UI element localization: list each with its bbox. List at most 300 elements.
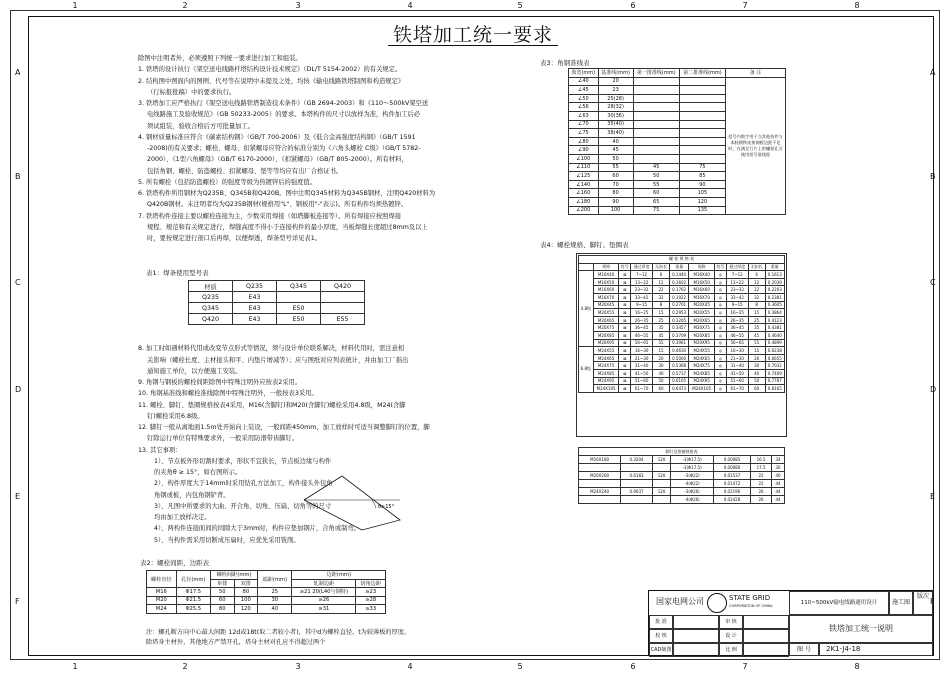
role-value <box>673 643 719 657</box>
table-cell: Φ21.5 <box>176 596 210 605</box>
table-cell: M16X70 <box>689 293 715 301</box>
table-cell: 0.1922 <box>669 293 688 301</box>
table-cell: 0.6238 <box>765 347 784 355</box>
table-cell: 36~45 <box>726 324 748 332</box>
table-cell: 17.5 <box>751 464 772 472</box>
table4-caption: 表4：螺栓规格、脚钉、垫圈表 <box>540 241 629 249</box>
table-cell: 80 <box>210 605 234 614</box>
table-cell: M16X40 <box>689 271 715 279</box>
table-cell: M20X45 <box>689 301 715 309</box>
bolt-symbol-icon: ⊠ <box>619 309 631 317</box>
table-header-cell: 符号 <box>620 263 629 269</box>
table-cell <box>579 464 621 472</box>
note-line: 3）、凡图中所要求的大曲、开合角、切角、压扁、切角等的尺寸 <box>154 502 332 510</box>
bolt-symbol-icon: ◎ <box>715 316 727 324</box>
table-row <box>147 605 386 614</box>
table-cell: 45 <box>653 331 670 339</box>
table-cell: ∠63 <box>569 111 599 120</box>
title-block <box>648 590 934 656</box>
table-cell: 7~12 <box>726 271 748 279</box>
bolt-symbol-icon: ⊠ <box>619 354 631 362</box>
table-header-cell: 第二排准线(mm) <box>679 69 725 78</box>
table-row <box>579 301 785 309</box>
table-cell: 16.5 <box>751 456 772 464</box>
note-line: 电线路施工及验收规范》（GB 50233-2005）的要求。本塔构件的尺寸以放样为准，构件加工后必 <box>147 111 421 119</box>
grid-column-marker: 6 <box>630 662 636 671</box>
grid-column-marker: 6 <box>630 1 636 10</box>
note-line: -2008)的有关要求；螺栓、螺母、扣紧螺母应符合的标准分别为《六角头螺栓 C级》（GB/T 5782- <box>147 145 421 152</box>
grid-row-marker: F <box>15 597 20 606</box>
table-cell: M20X55 <box>593 309 619 317</box>
table-cell: 0.3457 <box>669 324 688 332</box>
table-cell: 40 <box>653 369 670 377</box>
table-row <box>579 347 785 355</box>
table-cell: 23~32 <box>631 286 653 294</box>
table-row <box>579 480 785 488</box>
grid-row-marker: B <box>15 172 21 181</box>
table-cell: 51~60 <box>631 377 653 385</box>
table2-caption: 表2：螺栓间距、边距表 <box>140 559 210 567</box>
grid-row-marker: A <box>930 68 936 77</box>
table-cell: 0.2953 <box>669 309 688 317</box>
table-cell: -3(Φ17.5) <box>671 456 714 464</box>
angle-gauge-table <box>568 68 786 215</box>
table-cell: ∠140 <box>569 180 599 189</box>
bolt-symbol-icon: ⊠ <box>619 362 631 370</box>
table-cell: 55 <box>748 339 765 347</box>
table-cell: 30(36) <box>598 111 633 120</box>
table-header-cell: 材质 <box>189 281 233 292</box>
table-cell: M16X180 <box>579 456 621 464</box>
note-line: 1）、节点板外形切割时要求，形状不宜狭长，节点板边缘与构件 <box>154 457 332 465</box>
table-cell <box>679 77 725 86</box>
table-cell: ∠80 <box>569 137 599 146</box>
note-line: 4）、两构件连接面间的间隙大于3mm时，构件应垫加钢片，合角或制弯。 <box>154 525 361 533</box>
table-header-row <box>189 281 365 292</box>
grid-row-marker: C <box>930 278 936 287</box>
table-cell: 55 <box>653 339 670 347</box>
note-line: 6. 铁塔构件所用钢材为Q235B、Q345B和Q420B。图中注明Q345材料为Q345B钢材，注明Q420材料为 <box>138 190 436 197</box>
table-cell: M16X40 <box>593 271 619 279</box>
table-cell: 35 <box>748 324 765 332</box>
logo-text: STATE GRID <box>729 594 771 602</box>
grid-column-marker: 5 <box>517 1 523 10</box>
drawing-title: 铁塔加工统一说明 <box>789 615 933 643</box>
table-cell: 0.2381 <box>765 293 784 301</box>
table-cell: 135 <box>679 206 725 215</box>
table-cell: ∠40 <box>569 77 599 86</box>
grid-row-marker: D <box>15 385 22 394</box>
table-title-row <box>579 256 785 264</box>
table-cell: 0.6655 <box>765 354 784 362</box>
table-cell: 50 <box>748 377 765 385</box>
bolt-symbol-icon: ◎ <box>715 362 727 370</box>
table-header-cell: Q345 <box>277 281 321 292</box>
table-header-cell: 螺栓间距(mm) <box>210 571 257 580</box>
role-label: 比 例 <box>719 643 743 657</box>
note-line: 包括角钢、螺栓、防盗螺栓、扣紧螺母、垫等等均应有出厂合格证书。 <box>147 167 343 175</box>
table-cell: 60 <box>633 189 679 198</box>
drawing-number: 2K1-J4-18 <box>819 643 933 656</box>
table-cell: 8 <box>653 301 670 309</box>
table-header-cell: 基准线(mm) <box>598 69 633 78</box>
table-row <box>579 385 785 393</box>
table-cell: 0.1613 <box>765 271 784 279</box>
table-cell: ∠200 <box>569 206 599 215</box>
role-value <box>743 615 789 629</box>
table-row <box>579 316 785 324</box>
table-cell: ∠50 <box>569 94 599 103</box>
table-cell: 44 <box>772 488 785 496</box>
grid-column-marker: 3 <box>295 1 301 10</box>
grid-column-marker: 8 <box>854 662 860 671</box>
table-cell <box>679 120 725 129</box>
table-cell: 0.5737 <box>669 369 688 377</box>
table-cell: ∠45 <box>569 86 599 95</box>
table-cell <box>579 480 621 488</box>
note-line: 的夹角θ ≥ 15°，如右图所示。 <box>154 469 242 476</box>
table-cell: ∠56 <box>569 103 599 112</box>
table-cell: 9~15 <box>631 301 653 309</box>
table-cell: M24X55 <box>689 347 715 355</box>
table-cell: 20 <box>748 354 765 362</box>
table-cell: E43 <box>233 314 277 325</box>
note-line: 时，要按规定进行剖口后再焊，以便焊透，焊条型号详见表1。 <box>147 235 322 242</box>
table-cell: 26 <box>751 488 772 496</box>
table-cell: 0.6105 <box>669 377 688 385</box>
footnote-line: 除塔身主材外，其他地方严禁开孔，塔身主材对孔应不得超过两个 <box>146 639 326 646</box>
bolt-symbol-icon: ◎ <box>715 339 727 347</box>
table-cell: -4(Φ26) <box>671 496 714 504</box>
table-cell: 21~30 <box>631 354 653 362</box>
table-header-cell: 备 注 <box>726 69 786 78</box>
table-cell: -3(Φ22) <box>671 472 714 480</box>
table-cell: 61~70 <box>726 385 748 393</box>
table-cell: 22 <box>653 286 670 294</box>
bolt-symbol-icon: ⊠ <box>619 316 631 324</box>
table-cell: M24X65 <box>689 354 715 362</box>
table-row <box>579 464 785 472</box>
note-line: 9. 角钢与钢板的螺栓间距除图中特殊注明外应按表2采用。 <box>138 379 302 386</box>
role-value <box>673 629 719 643</box>
table-cell: 80 <box>234 588 258 597</box>
table-cell: 70 <box>598 180 633 189</box>
table-cell <box>633 129 679 138</box>
table-cell <box>652 496 670 504</box>
table-row <box>579 271 785 279</box>
bolt-symbol-icon: ⊠ <box>619 385 631 393</box>
table-cell: 0.9037 <box>621 488 653 496</box>
table-cell: 9~15 <box>726 301 748 309</box>
table-cell: 25(28) <box>598 94 633 103</box>
note-line: 3. 铁塔加工应严格执行《架空送电线路铁塔制造技术条件》（GB 2694-2003）和《110～500kV架空送 <box>138 100 429 107</box>
table-cell: 30 <box>748 362 765 370</box>
grid-column-marker: 2 <box>182 1 188 10</box>
note-line: 2000）、《1型六角螺母》（GB/T 6170-2000）、《扣紧螺母》（GB/T 805-2000）。所有材料， <box>147 156 408 164</box>
table-cell: M20X200 <box>579 472 621 480</box>
table-cell: 21~30 <box>726 354 748 362</box>
table-cell: 65 <box>633 197 679 206</box>
bolt-symbol-icon: ◎ <box>715 309 727 317</box>
table-cell: 40 <box>748 369 765 377</box>
table-cell: 60 <box>653 385 670 393</box>
bolt-symbol-icon: ◎ <box>715 369 727 377</box>
table-cell: 30 <box>258 596 292 605</box>
table-cell: E43 <box>233 292 277 303</box>
table-cell: 56~65 <box>631 339 653 347</box>
table-cell: 0.00085 <box>713 456 750 464</box>
table-cell: 100 <box>234 596 258 605</box>
table-cell: M24X85 <box>689 369 715 377</box>
table-cell: 80 <box>598 189 633 198</box>
table-row <box>579 309 785 317</box>
table-cell: 0.4640 <box>765 331 784 339</box>
table-cell: M24X95 <box>593 377 619 385</box>
table-cell <box>679 86 725 95</box>
table-cell: Q420 <box>189 314 233 325</box>
table-cell: 0.01537 <box>713 472 750 480</box>
table-cell: M16X70 <box>593 293 619 301</box>
grid-column-marker: 1 <box>72 1 78 10</box>
table-header-cell: Q420 <box>321 281 365 292</box>
table-cell: 0.1762 <box>669 286 688 294</box>
bolt-symbol-icon: ◎ <box>715 278 727 286</box>
table-cell: 8 <box>748 301 765 309</box>
table-cell: 60 <box>598 172 633 181</box>
table-row <box>579 331 785 339</box>
table-cell: M24X105 <box>689 385 715 393</box>
bolt-symbol-icon: ⊠ <box>619 324 631 332</box>
table-cell: 50 <box>210 588 234 597</box>
table-row <box>579 488 785 496</box>
table-cell: 40 <box>258 605 292 614</box>
table-cell: 90 <box>679 180 725 189</box>
table-cell: 25 <box>258 588 292 597</box>
table-cell: 26~35 <box>631 316 653 324</box>
table-row <box>579 456 785 464</box>
table-cell: 7~12 <box>631 271 653 279</box>
note-line: 角钢或板，内包角钢铲背。 <box>154 491 230 499</box>
table-cell <box>679 137 725 146</box>
bolt-symbol-icon: ⊠ <box>619 369 631 377</box>
project-name: 110~500kV输电线路通用设计 <box>789 591 889 615</box>
table-title-row <box>579 448 785 456</box>
table-row <box>579 377 785 385</box>
table-header-row <box>569 69 786 78</box>
table-cell: M24X55 <box>593 347 619 355</box>
table-cell: 0.00080 <box>713 464 750 472</box>
note-line: 均由加工放样决定。 <box>154 514 211 521</box>
table-cell: M20X75 <box>593 324 619 332</box>
table-cell: 75 <box>679 163 725 172</box>
table-cell: ≥33 <box>356 605 386 614</box>
table-cell: 31~40 <box>631 362 653 370</box>
table-cell <box>633 137 679 146</box>
table-cell: 0.6473 <box>669 385 688 393</box>
table-cell: 35(40) <box>598 120 633 129</box>
table-cell: M24X65 <box>593 354 619 362</box>
table-cell: 0.4630 <box>669 347 688 355</box>
grid-row-marker: A <box>15 68 21 77</box>
table-cell <box>621 464 653 472</box>
table-cell <box>652 464 670 472</box>
table-cell: 33~42 <box>726 293 748 301</box>
table-cell: 31~40 <box>726 362 748 370</box>
table-cell: 120 <box>234 605 258 614</box>
table-cell: 32 <box>748 293 765 301</box>
gusset-plate-sketch <box>302 472 402 532</box>
table-cell: ≥21 20(L40与钢特) <box>292 588 356 597</box>
grid-column-marker: 4 <box>407 662 413 671</box>
table-cell: 26 <box>751 496 772 504</box>
table-cell: 45 <box>633 163 679 172</box>
grid-row-marker: E <box>930 492 936 501</box>
table-cell: 40 <box>772 472 785 480</box>
table-header-cell: 通过厚度 <box>726 263 748 271</box>
table-cell: E50 <box>277 303 321 314</box>
table-cell: 20 <box>598 77 633 86</box>
table-row <box>579 362 785 370</box>
table-header-cell: 螺栓直径 <box>147 571 177 588</box>
table-row <box>579 369 785 377</box>
bolt-symbol-icon: ⊠ <box>619 339 631 347</box>
table-cell: 46~55 <box>726 331 748 339</box>
table-row <box>579 324 785 332</box>
table-cell: 0.3961 <box>669 339 688 347</box>
table-cell: 45 <box>598 146 633 155</box>
table-cell: 0.5368 <box>669 362 688 370</box>
table-cell: 75 <box>633 206 679 215</box>
note-line: 1. 铁塔的设计执行《架空送电线路杆塔结构设计技术规定》（DL/T 5154-2002）的有关规定。 <box>138 66 402 74</box>
table-cell: 16~30 <box>726 347 748 355</box>
table-cell: ∠125 <box>569 172 599 181</box>
table-cell: 105 <box>679 189 725 198</box>
table-cell: E50 <box>277 314 321 325</box>
table-cell: 0.7032 <box>765 362 784 370</box>
grid-row-marker: D <box>930 385 937 394</box>
grid-column-marker: 4 <box>407 1 413 10</box>
role-label: 审 核 <box>719 615 743 629</box>
table-cell: M20X85 <box>689 331 715 339</box>
note-line: 钉除运行单位有特殊要求外，一般采用防滑带齿脚钉。 <box>147 435 299 443</box>
table-header-cell: 通过厚度 <box>631 263 653 271</box>
bolt-symbol-icon: ⊠ <box>619 271 631 279</box>
table-cell: 25 <box>653 316 670 324</box>
note-line: 钉)螺栓采用6.8级。 <box>147 412 204 420</box>
table-cell: 50 <box>653 377 670 385</box>
table-cell: ∠180 <box>569 197 599 206</box>
table-cell: 33~42 <box>631 293 653 301</box>
table-cell: M16X60 <box>593 286 619 294</box>
note-line: Q420B钢材。未注明者均为Q235B钢材(规格用"L"、钢板用"-"表示)。所有构件均须热镀锌。 <box>147 201 408 209</box>
table-cell: 25 <box>748 316 765 324</box>
table-cell: M20X45 <box>593 301 619 309</box>
table-cell <box>633 146 679 155</box>
table-header-cell: 孔径(mm) <box>176 571 210 588</box>
table-header-cell: 符号 <box>716 263 725 269</box>
table-row <box>579 286 785 294</box>
table-cell: M20X75 <box>689 324 715 332</box>
note-line: 关影响（螺栓长度、主材接头和平、内垫片增减等）；应与图纸对应列表统计，并由加工厂指出 <box>147 356 409 364</box>
note-line: 11. 螺栓、脚钉、垫圈规格按表4采用，M16(含脚钉)和M20(含脚钉)螺栓采用4.8级，M24(含脚 <box>138 401 406 409</box>
table-cell: 16~25 <box>726 309 748 317</box>
table-cell: M24X105 <box>593 385 619 393</box>
table-cell: 0.5000 <box>669 354 688 362</box>
table-cell: 0.02196 <box>713 488 750 496</box>
table-cell: 23~32 <box>726 286 748 294</box>
table-header-cell: 无扣长 <box>653 263 670 271</box>
role-label: 校 核 <box>649 629 673 643</box>
table-cell <box>633 120 679 129</box>
table-cell: ∠110 <box>569 163 599 172</box>
table-cell: 15 <box>653 347 670 355</box>
table-cell: 0.02428 <box>713 496 750 504</box>
table-cell: M24X240 <box>579 488 621 496</box>
table-cell <box>652 480 670 488</box>
grid-column-marker: 8 <box>854 1 860 10</box>
note-line: 13. 其它事项： <box>138 446 182 454</box>
note-line: 须试组装，验收合格后方可批量加工。 <box>147 122 255 130</box>
table-cell: M16 <box>147 588 177 597</box>
table-cell: 36~45 <box>631 324 653 332</box>
table-cell: -4(Φ22) <box>671 480 714 488</box>
table-cell: 0.4123 <box>765 316 784 324</box>
grid-column-marker: 1 <box>72 662 78 671</box>
note-line: 4. 钢材质量标准应符合《碳素结构钢》（GB/T 700-2006）及《低合金高强度结构钢》（GB/T 1591 <box>138 133 416 141</box>
table-cell: 38(40) <box>598 129 633 138</box>
table-cell: M20X95 <box>593 339 619 347</box>
bolt-symbol-icon: ⊠ <box>619 377 631 385</box>
grid-column-marker: 7 <box>742 1 748 10</box>
bolt-symbol-icon: ◎ <box>715 271 727 279</box>
table-cell: ≥23 <box>356 588 386 597</box>
table-cell: ≥31 <box>292 605 356 614</box>
table-cell: 26~35 <box>726 316 748 324</box>
table-cell <box>679 146 725 155</box>
table-header-cell: 切角边距 <box>356 579 386 588</box>
table-cell: ≥28 <box>356 596 386 605</box>
role-label: 批 准 <box>649 615 673 629</box>
table-row <box>189 303 365 314</box>
table-cell: 22 <box>748 286 765 294</box>
grid-column-marker: 7 <box>742 662 748 671</box>
table-cell: 120 <box>652 456 670 464</box>
table-cell: Φ25.5 <box>176 605 210 614</box>
table-row <box>189 292 365 303</box>
role-value <box>743 643 789 657</box>
table-header-cell <box>579 263 594 271</box>
bolt-symbol-icon: ◎ <box>715 331 727 339</box>
table-cell: 120 <box>652 488 670 496</box>
bolt-symbol-icon: ⊠ <box>619 293 631 301</box>
grid-row-marker: E <box>15 492 21 501</box>
table-header-row <box>147 571 386 580</box>
table-row <box>579 293 785 301</box>
stage: 施工图 <box>889 591 913 615</box>
note-line: 8. 加工时如遇材料代用或改变节点形式等情况，须与设计单位联系解决，材料代用时，需注意相 <box>138 345 405 353</box>
table-cell <box>633 154 679 163</box>
logo-subtext: CORPORATION OF CHINA <box>729 604 773 608</box>
table-cell: 44 <box>772 480 785 488</box>
table-cell: 0.4381 <box>765 324 784 332</box>
table-header-cell: 双排 <box>234 579 258 588</box>
table-cell <box>679 111 725 120</box>
bolt-symbol-icon: ◎ <box>715 324 727 332</box>
table-cell: 41~50 <box>726 369 748 377</box>
grid-row-marker: B <box>930 172 936 181</box>
sketch-angle-label: θ≥15° <box>378 504 395 510</box>
table-cell: ≥26 <box>292 596 356 605</box>
